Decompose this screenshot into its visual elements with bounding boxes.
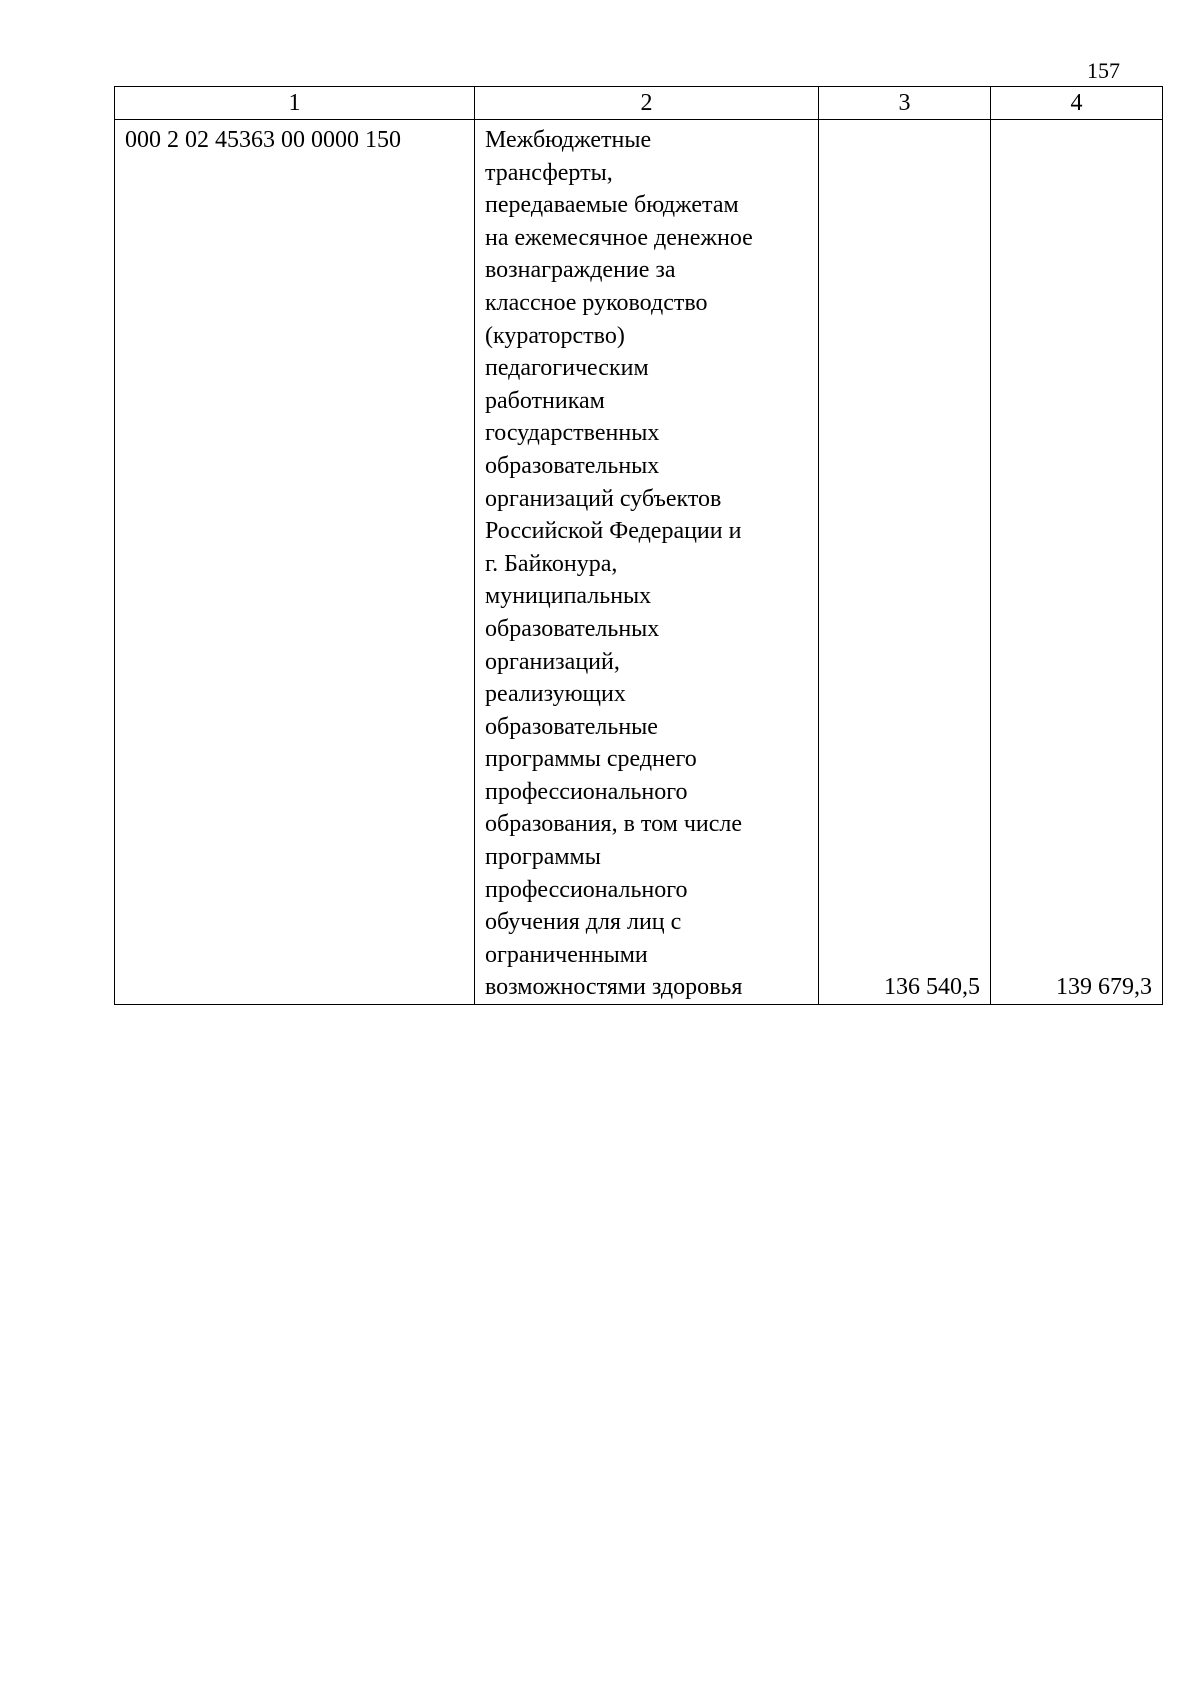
description-line: трансферты, <box>485 159 613 186</box>
description-line: обучения для лиц с <box>485 909 682 936</box>
description-line: г. Байконура, <box>485 550 618 577</box>
description-line: образовательные <box>485 713 658 740</box>
description-line: на ежемесячное денежное <box>485 224 753 251</box>
column-header-2: 2 <box>475 87 819 120</box>
budget-table <box>114 86 1163 1005</box>
description-line: работникам <box>485 387 605 414</box>
amount-col3-cell: 136 540,5 <box>819 120 991 1005</box>
column-header-1: 1 <box>115 87 475 120</box>
description-line: организаций, <box>485 648 620 675</box>
description-line: программы среднего <box>485 746 697 773</box>
description-line: Российской Федерации и <box>485 518 742 545</box>
description-line: организаций субъектов <box>485 485 722 512</box>
description-line: профессионального <box>485 778 688 805</box>
description-line: педагогическим <box>485 355 649 382</box>
description-line: программы <box>485 844 601 871</box>
budget-code-cell: 000 2 02 45363 00 0000 150 <box>115 120 475 1005</box>
table-row <box>115 120 1163 1005</box>
description-line: Межбюджетные <box>485 127 652 153</box>
description-line: ограниченными <box>485 941 648 968</box>
description-line: образовательных <box>485 452 660 479</box>
table-header-row <box>115 87 1163 120</box>
description-line: передаваемые бюджетам <box>485 192 739 219</box>
item-description-text <box>485 124 808 1004</box>
description-line: образовательных <box>485 615 660 642</box>
description-line: профессионального <box>485 876 688 903</box>
description-line: возможностями здоровья <box>485 974 743 1001</box>
description-line: образования, в том числе <box>485 811 743 838</box>
page-number: 157 <box>1087 58 1120 83</box>
description-line: реализующих <box>485 681 626 708</box>
amount-col4-cell: 139 679,3 <box>991 120 1163 1005</box>
description-line: муниципальных <box>485 583 652 610</box>
description-line: классное руководство <box>485 289 708 316</box>
column-header-3: 3 <box>819 87 991 120</box>
column-header-4: 4 <box>991 87 1163 120</box>
description-line: государственных <box>485 420 660 447</box>
description-line: вознаграждение за <box>485 257 676 284</box>
item-description-cell <box>475 120 819 1005</box>
description-line: (кураторство) <box>485 322 625 349</box>
